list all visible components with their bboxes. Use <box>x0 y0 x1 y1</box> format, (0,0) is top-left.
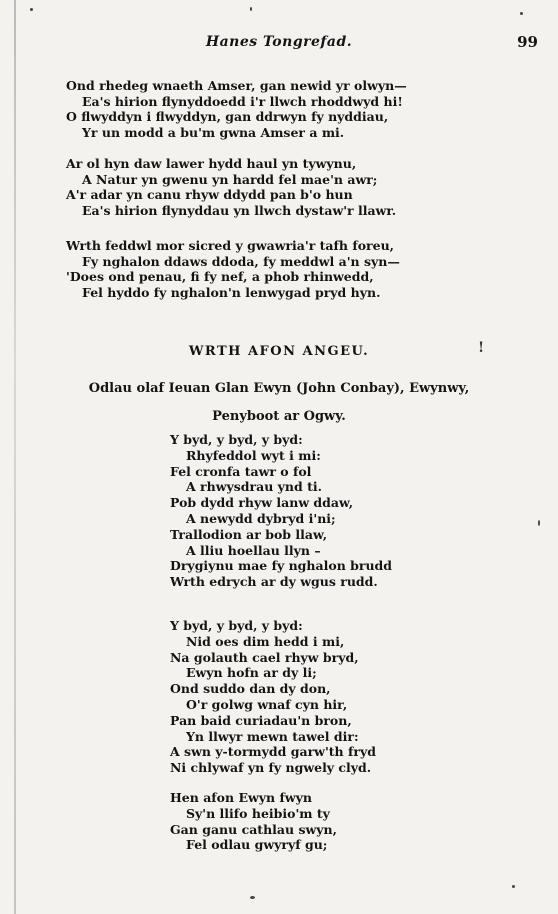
verse-line: Ar ol hyn daw lawer hydd haul yn tywynu, <box>66 156 357 171</box>
stanza <box>66 156 516 218</box>
verse-line: A Natur yn gwenu yn hardd fel mae'n awr; <box>82 171 378 187</box>
verse-line: Sy'n llifo heibio'm ty <box>186 805 330 821</box>
verse-line: Fy nghalon ddaws ddoda, fy meddwl a'n syn— <box>82 253 400 269</box>
verse-line: A newydd dybryd i'ni; <box>186 510 336 526</box>
page-number: 99 <box>517 33 538 51</box>
verse-line: O'r golwg wnaf cyn hir, <box>186 696 348 712</box>
running-title: Hanes Tongrefad. <box>205 34 353 50</box>
verse-line: Y byd, y byd, y byd: <box>170 432 303 447</box>
verse-line: Fel hyddo fy nghalon'n lenwygad pryd hyn. <box>82 284 381 300</box>
verse-line: O flwyddyn i flwyddyn, gan ddrwyn fy nyddiau, <box>66 109 389 124</box>
print-speck <box>538 520 540 526</box>
verse-line: Ond rhedeg wnaeth Amser, gan newid yr olwyn— <box>66 78 407 93</box>
verse-line: Yn llwyr mewn tawel dir: <box>186 728 359 744</box>
verse-line: Fel cronfa tawr o fol <box>170 463 312 479</box>
stanza <box>170 790 500 853</box>
verse-line: Drygiynu mae fy nghalon brudd <box>170 558 393 574</box>
verse-line: Wrth edrych ar dy wgus rudd. <box>170 574 378 590</box>
dedication-line-2: Penyboot ar Ogwy. <box>212 409 346 424</box>
stanza <box>170 432 500 590</box>
verse-line: A'r adar yn canu rhyw ddydd pan b'o hun <box>66 187 353 202</box>
margin-mark: ! <box>478 340 485 356</box>
verse-line: Wrth feddwl mor sicred y gwawria'r tafh foreu, <box>66 238 395 253</box>
stanza <box>66 78 516 140</box>
section-title: WRTH AFON ANGEU. <box>188 344 370 359</box>
dedication <box>0 375 558 431</box>
verse-line: Fel odlau gwyryf gu; <box>186 837 328 853</box>
verse-line: 'Does ond penau, fi fy nef, a phob rhinwedd, <box>66 269 374 284</box>
verse-line: Ond suddo dan dy don, <box>170 681 331 697</box>
print-speck <box>250 7 252 11</box>
verse-line: A lliu hoellau llyn – <box>186 542 321 558</box>
verse-line: Y byd, y byd, y byd: <box>170 618 303 633</box>
verse-line: A swn y-tormydd garw'th fryd <box>170 744 376 760</box>
page-gutter-edge <box>14 0 16 914</box>
verse-line: Pob dydd rhyw lanw ddaw, <box>170 495 354 511</box>
verse-line: Na golauth cael rhyw bryd, <box>170 649 359 665</box>
verse-line: Yr un modd a bu'm gwna Amser a mi. <box>82 124 345 140</box>
verse-line: Ni chlywaf yn fy ngwely clyd. <box>170 760 372 776</box>
print-speck <box>512 885 515 888</box>
print-speck <box>30 8 33 11</box>
verse-line: Gan ganu cathlau swyn, <box>170 821 337 837</box>
verse-line: Hen afon Ewyn fwyn <box>170 790 312 805</box>
stanza <box>170 618 500 776</box>
dedication-line-1: Odlau olaf Ieuan Glan Ewyn (John Conbay), Ewynwy, <box>88 381 470 396</box>
verse-line: A rhwysdrau ynd ti. <box>186 479 322 495</box>
verse-line: Ewyn hofn ar dy li; <box>186 665 317 681</box>
verse-line: Nid oes dim hedd i mi, <box>186 633 345 649</box>
print-speck <box>250 896 255 899</box>
verse-line: Trallodion ar bob llaw, <box>170 526 328 542</box>
print-speck <box>520 12 523 15</box>
stanza <box>66 238 516 300</box>
verse-line: Ea's hirion flynyddoedd i'r llwch rhoddwyd hi! <box>82 93 403 109</box>
verse-line: Pan baid curiadau'n bron, <box>170 712 352 728</box>
verse-line: Rhyfeddol wyt i mi: <box>186 447 321 463</box>
verse-line: Ea's hirion flynyddau yn llwch dystaw'r llawr. <box>82 202 397 218</box>
